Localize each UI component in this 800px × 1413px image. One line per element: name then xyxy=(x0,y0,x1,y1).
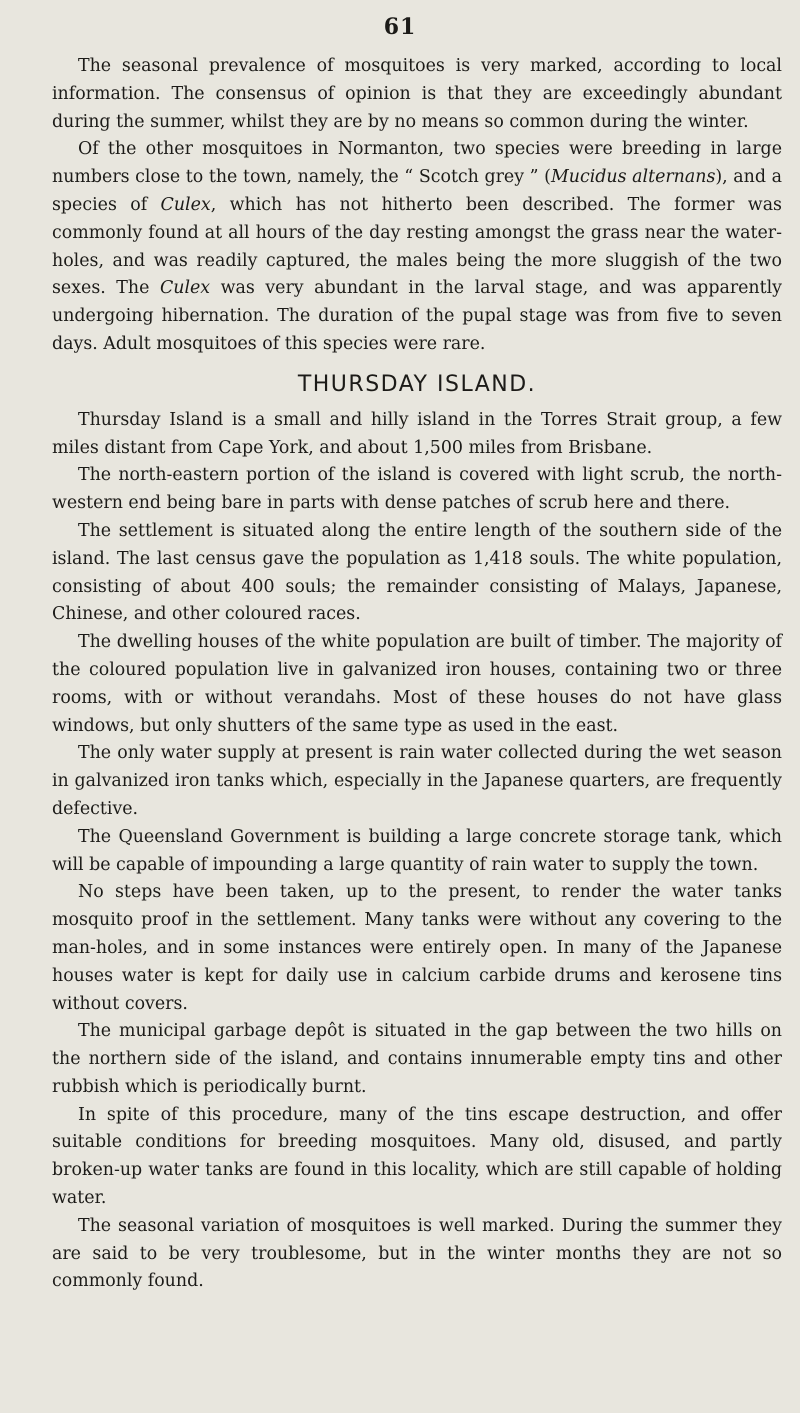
paragraph: The north-eastern portion of the island is covered with light scrub, the north-western end being bare in parts with dense patches of scrub here and there. xyxy=(52,465,782,514)
genus-name-culex: Culex xyxy=(160,194,211,215)
paragraph: The seasonal variation of mosquitoes is well marked. During the summer they are said to be very troublesome, but in the winter months they are not so commonly found. xyxy=(52,1215,782,1292)
paragraph: The only water supply at present is rain water collected during the wet season in galvanized iron tanks which, especially in the Japanese quarters, are frequently defective. xyxy=(52,743,782,819)
paragraph: The municipal garbage depôt is situated in the gap between the two hills on the northern side of the island, and contains innumerable empty tins and other rubbish which is periodically burnt. xyxy=(52,1021,782,1097)
species-name-mucidus: Mucidus alternans xyxy=(550,167,716,188)
paragraph-normanton-species xyxy=(52,136,782,358)
paragraph: The Queensland Government is building a large concrete storage tank, which will be capable of impounding a large quantity of rain water to supply the town. xyxy=(52,826,782,875)
paragraph-text-part: was very abundant in the larval stage, and was apparently undergoing hibernation. The duration of the pupal stage was from five to seven days. Adult mosquitoes of this species were rare. xyxy=(52,278,782,354)
paragraph: The dwelling houses of the white population are built of timber. The majority of the coloured population live in galvanized iron houses, containing two or three rooms, with or without verandahs. Most of these houses do not have glass windows, but only shutters of the same type as used in the east. xyxy=(52,632,782,736)
paragraph: Thursday Island is a small and hilly island in the Torres Strait group, a few miles distant from Cape York, and about 1,500 miles from Brisbane. xyxy=(52,409,782,458)
page-number: 61 xyxy=(383,14,417,40)
section-heading: THURSDAY ISLAND. xyxy=(297,371,537,397)
paragraph: In spite of this procedure, many of the tins escape destruction, and offer suitable conditions for breeding mosquitoes. Many old, disused, and partly broken-up water tanks are found in this locality, which are still capable of holding water. xyxy=(52,1104,782,1209)
page-content xyxy=(52,53,782,1296)
paragraph: No steps have been taken, up to the present, to render the water tanks mosquito proof in the settlement. Many tanks were without any covering to the man-holes, and in some instances were entirely open. In many of the Japanese houses water is kept for daily use in calcium carbide drums and kerosene tins without covers. xyxy=(52,882,782,1014)
paragraph-seasonal-prevalence: The seasonal prevalence of mosquitoes is very marked, according to local information. The consensus of opinion is that they are exceedingly abundant during the summer, whilst they are by no means so common during the winter. xyxy=(52,56,782,132)
genus-name-culex: Culex xyxy=(159,278,211,299)
paragraph-text-part: ), and a species of xyxy=(52,167,782,215)
paragraph-text-part: , which has not hitherto been described. The former was commonly found at all hours of the day resting amongst the grass near the water-holes, and was readily captured, the males being the more sluggish of the two sexes. The xyxy=(52,194,782,299)
paragraph-text-part: Of the other mosquitoes in Normanton, two species were breeding in large numbers close to the town, namely, the “ Scotch grey ” ( xyxy=(52,139,782,188)
paragraph: The settlement is situated along the entire length of the southern side of the island. The last census gave the population as 1,418 souls. The white population, consisting of about 400 souls; the remainder consisting of Malays, Japanese, Chinese, and other coloured races. xyxy=(52,520,782,625)
